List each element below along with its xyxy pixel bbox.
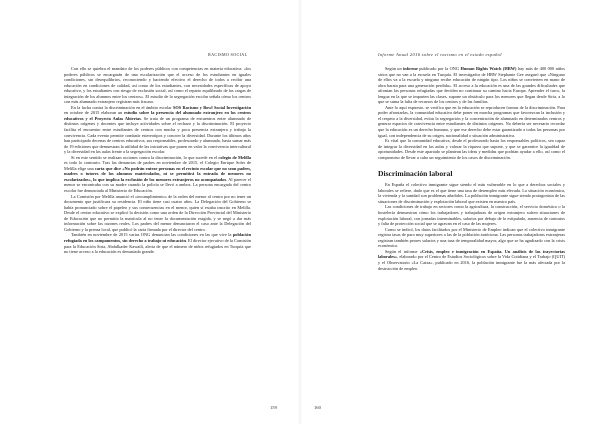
paragraph bbox=[378, 66, 565, 105]
text-run: en octubre de 2015 elaboran un bbox=[64, 110, 125, 116]
text-run: Ante lo aquí expuesto, se verifica que en la educación se reproducen formas de la discriminación. Para poder afrontarlas, la comunidad educativa debe poner en marcha programas que favorezcan la inclusión y el respeto a la diversidad, evitar la segregación y la concentración de alumnado en determinados centros y generar espacios de convivencia entre estudiantes de distintos orígenes. No debería ser necesario recordar que la educación es un derecho humano, y que ese derecho debe estar garantizado a todas las personas por igual, con independencia de su origen, nacionalidad o situación administrativa. bbox=[378, 104, 565, 138]
paragraph bbox=[64, 105, 251, 155]
paragraph bbox=[378, 249, 565, 271]
page-number: 159 bbox=[270, 405, 277, 410]
text-run: Si en este sentido se realizan acciones contra la discriminación, lo que sucede en el bbox=[71, 154, 219, 160]
section-heading: Discriminación laboral bbox=[378, 169, 453, 179]
text-run: . Se trata de un programa de encuentros entre alumnado de distintos orígenes y docentes que incluye actividades sobre el rechazo y la discriminación. El proyecto facilita el encuentro entre estudiantes de centros con mucha y poca presencia extranjera y trabaja la convivencia. Cada evento permite combatir estereotipos y conocer la diversidad. Durante los últimos años han participado decenas de centros educativos, sus responsables, profesorado y alumnado, hasta sumar más de 19 ediciones que demuestran la utilidad de las iniciativas que ponen en valor la convivencia intercultural y la diversidad en las aulas frente a la segregación escolar. bbox=[64, 115, 252, 155]
paragraph bbox=[64, 194, 251, 233]
bold-text: informe bbox=[403, 66, 418, 71]
running-head: RACISMO SOCIAL bbox=[208, 52, 248, 57]
paragraph bbox=[378, 138, 565, 160]
text-run: Según un bbox=[385, 66, 404, 71]
paragraph bbox=[64, 232, 251, 254]
paragraph bbox=[64, 66, 251, 105]
paragraph bbox=[378, 105, 565, 138]
text-run: . El director ejecutivo de la Comisión para la Educación Siria, Abdulkader Kawatli, alerta de que el número de niños refugiados en Turquía que no tiene acceso a la educación es demasiado grande. bbox=[64, 237, 251, 255]
paragraph bbox=[64, 155, 251, 194]
text-run: publicado por la ONG bbox=[417, 66, 461, 71]
bold-text: colegio de Melilla bbox=[218, 154, 252, 160]
bold-text: estudio sobre la presencia del alumnado extranjero en los centros educativos y el Proyecto Aulas Abiertas bbox=[64, 110, 251, 121]
text-run: Según el informe bbox=[385, 248, 420, 254]
bold-text: carta que dice «No podrán entrar personas en el recinto escolar que no sean padres, madres o tutores de los alumnos matriculados, ni se permitirá la entrada de menores no escolarizados», lo que implica la exclusión de los menores extranjeros no acompañados bbox=[64, 165, 251, 182]
text-run: En España el colectivo inmigrante sigue siendo el más vulnerable en lo que a derechos sociales y laborales se refiere, dado que es el que tiene una tasa de desempleo más elevada. La situación económica, la vivienda y la sanidad son problemas añadidos. La población inmigrante sigue siendo protagonista de las situaciones de discriminación y explotación laboral que existen en nuestro país. bbox=[378, 182, 565, 204]
paragraph bbox=[378, 227, 565, 249]
text-run: Es vital que la comunidad educativa, desde el profesorado hasta los responsables políticos, sea capaz de integrar la diversidad en las aulas y valorar la riqueza que supone, y que se garantice la igualdad de oportunidades. Desde este apartado se plantean las ideas y medidas que podrían ayudar a ello, así como el compromiso de llevar a cabo un seguimiento de los casos de discriminación. bbox=[378, 138, 565, 160]
text-run: Con ello se quiebra el mandato de los poderes públicos con competencias en materia educativa: «los poderes públicos se encargarán de una escolarización que el acceso de los estudiantes en iguales condiciones, sin desequilibrios, reconociendo y haciendo efectivo el derecho de todos a recibir una educación en condiciones de calidad, así como de los estudiantes, con necesidades específicas de apoyo educativo, y los estudiantes con riesgo de exclusión social, así como el reparto equilibrado de las cargas de integración de los alumnos entre los centros». El estudio de la segregación escolar señala cómo los centros con más alumnado extranjero registran más fracaso. bbox=[64, 66, 251, 105]
text-run: , elaborado por el Centro de Estudios Sociológicos sobre la Vida Cotidiana y el Trabajo (QUIT) y el Observatorio «La Caixa», publicado en 2016, la población inmigrante fue la más afectada por la destrucción de empleo. bbox=[378, 254, 565, 271]
bold-text: Human Rights Watch (HRW) bbox=[460, 66, 517, 71]
page-number: 160 bbox=[314, 405, 321, 410]
text-run: es todo lo contrario. Tras las denuncias de padres en noviembre de 2015, el Colegio Enrique Soler de Melilla elige una bbox=[64, 160, 251, 171]
text-run: . Al parecer el menor se encontraba con su madre cuando la policía se llevó a ambos. La persona encargada del centro escolar fue denunciada al Ministerio de Educación. bbox=[64, 176, 251, 194]
right-page bbox=[300, 0, 600, 424]
text-run: Como se indicó, los datos facilitados por el Ministerio de Empleo indican que el colectivo inmigrante registra tasas de paro muy superiores a las de la población autóctona. Las personas trabajadoras extranjeras registran también peores salarios y una tasa de temporalidad mayor, algo que se ha agudizado con la crisis económica. bbox=[378, 226, 565, 249]
bold-text: población refugiada en los campamentos, sin derecho a trabajo ni educación bbox=[64, 232, 251, 243]
paragraph bbox=[378, 204, 565, 226]
text-run: También en noviembre de 2015 varias ONG denuncian las condiciones en las que vive la bbox=[71, 232, 233, 238]
paragraph bbox=[378, 182, 565, 204]
body-text bbox=[64, 66, 251, 255]
bold-text: SOS Racismo y Bowl Social Investigación bbox=[172, 104, 251, 110]
running-head: Informe Anual 2016 sobre el racismo en el estado español bbox=[378, 52, 502, 57]
bold-text: «Crisis, empleo e inmigración en España. Un análisis de las trayectorias laborales» bbox=[378, 248, 565, 260]
text-run: Las condiciones de trabajo en sectores como la agricultura, la construcción, el servicio doméstico o la hostelería demuestran cómo los trabajadores y trabajadoras de origen extranjero sufren situaciones de explotación laboral, con jornadas interminables, salarios por debajo de lo estipulado, ausencia de contratos y falta de protección social que se agravan en el caso de las mujeres. bbox=[378, 204, 565, 227]
text-run: En la lucha contra la discriminación en el ámbito escolar bbox=[71, 104, 173, 110]
body-text bbox=[378, 66, 565, 271]
text-run: hay más de 400 000 niños sirios que no van a la escuela en Turquía. El investigador de HRW Stephanie Gee aseguró que «Ninguno de ellos va a la escuela y ninguno recibe educación de ningún tipo. Los niños se convierten en mano de obra barata para una generación perdida». El acceso a la educación es una de las grandes dificultades que afrontan las personas refugiadas que deciden no continuar su camino hacia Europa. Aprender el turco, la lengua en la que se imparten las clases, supone un obstáculo para los menores que llegan desde Siria, a lo que se suma la falta de recursos de los centros y de las familias. bbox=[378, 66, 565, 105]
text-run: La Comisión por Melilla anunció el «incumplimiento» de la orden del menor al centro por no tener un documento que justificara su residencia. El niño tiene casi cuatro años. La Delegación del Gobierno se había pronunciado sobre el papeleo y sus consecuencias en el menor, quien sí estaba inscrito en Melilla. Desde el centro educativo se explicó la decisión como una orden de la Dirección Provincial del Ministerio de Educación que no permitía la matrícula al no tener la documentación exigida, y se negó a dar más información sobre las razones reales. Los padres del menor denunciaron el caso ante la Delegación del Gobierno y la prensa local, que publicó la carta firmada por el director del centro. bbox=[64, 193, 251, 232]
